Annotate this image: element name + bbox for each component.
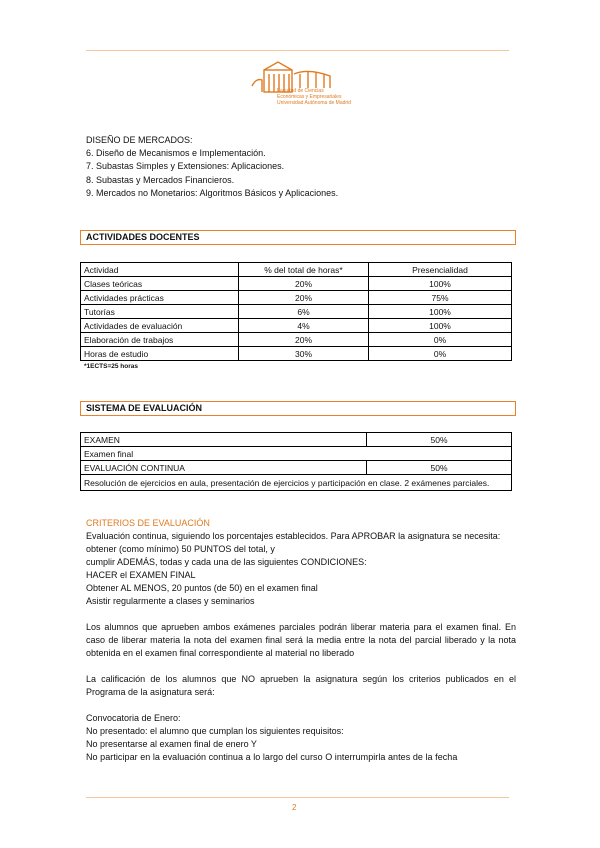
- table-cell: 20%: [239, 333, 369, 347]
- table-header: % del total de horas*: [239, 263, 369, 277]
- table-cell: 0%: [369, 333, 512, 347]
- logo-line: Universidad Autónoma de Madrid: [277, 100, 351, 106]
- table-row: [81, 447, 512, 461]
- table-header: Actividad: [81, 263, 239, 277]
- table-cell: 75%: [369, 291, 512, 305]
- table-row: [81, 475, 512, 491]
- convocatoria-line: No presentado: el alumno que cumplan los siguientes requisitos:: [86, 726, 344, 736]
- continuous-value: 50%: [367, 461, 512, 475]
- convocatoria-line: No participar en la evaluación continua a lo largo del curso O interrumpirla antes de la fecha: [86, 752, 458, 762]
- header-rule: [86, 50, 509, 51]
- continuous-description: Resolución de ejercicios en aula, presentación de ejercicios y participación en clase. 2 exámenes parciales.: [81, 475, 512, 491]
- table-cell: Actividades de evaluación: [81, 319, 239, 333]
- table-row: [81, 291, 512, 305]
- table-cell: Clases teóricas: [81, 277, 239, 291]
- table-header-row: [81, 263, 512, 277]
- topic-item: 6. Diseño de Mecanismos e Implementación.: [86, 148, 266, 159]
- table-cell: Actividades prácticas: [81, 291, 239, 305]
- table-cell: 20%: [239, 277, 369, 291]
- topics-heading: DISEÑO DE MERCADOS:: [86, 135, 193, 145]
- table-cell: Tutorías: [81, 305, 239, 319]
- topic-item: 8. Subastas y Mercados Financieros.: [86, 174, 235, 185]
- criteria-line: Asistir regularmente a clases y seminarios: [86, 596, 255, 606]
- final-exam-label: Examen final: [81, 447, 512, 461]
- ects-note: *1ECTS=25 horas: [84, 363, 139, 370]
- table-row: [81, 433, 512, 447]
- table-cell: 4%: [239, 319, 369, 333]
- table-cell: 6%: [239, 305, 369, 319]
- criteria-line: HACER el EXAMEN FINAL: [86, 570, 196, 580]
- evaluation-section-title: SISTEMA DE EVALUACIÓN: [80, 401, 516, 416]
- convocatoria-line: Convocatoria de Enero:: [86, 713, 181, 723]
- table-cell: 100%: [369, 277, 512, 291]
- table-row: [81, 333, 512, 347]
- footer-rule: [86, 797, 509, 798]
- criteria-line: obtener (como mínimo) 50 PUNTOS del total, y: [86, 544, 275, 554]
- activities-section-title: ACTIVIDADES DOCENTES: [80, 230, 516, 245]
- logo-line: Facultad de Ciencias: [277, 88, 324, 94]
- continuous-label: EVALUACIÓN CONTINUA: [81, 461, 367, 475]
- criteria-paragraph: La calificación de los alumnos que NO aprueben la asignatura según los criterios publicados en el Programa de la asignatura será:: [86, 674, 516, 697]
- criteria-line: cumplir ADEMÁS, todas y cada una de las siguientes CONDICIONES:: [86, 557, 367, 567]
- table-cell: Horas de estudio: [81, 347, 239, 361]
- criteria-body: [86, 530, 516, 764]
- activities-table: [80, 262, 512, 361]
- exam-label: EXAMEN: [81, 433, 367, 447]
- table-cell: Elaboración de trabajos: [81, 333, 239, 347]
- table-cell: 20%: [239, 291, 369, 305]
- criteria-intro: Evaluación continua, siguiendo los porcentajes establecidos. Para APROBAR la asignatura se necesita:: [86, 531, 501, 541]
- table-row: [81, 277, 512, 291]
- table-row: [81, 347, 512, 361]
- logo-caption: [277, 88, 351, 106]
- convocatoria-line: No presentarse al examen final de enero Y: [86, 739, 257, 749]
- criteria-title: CRITERIOS DE EVALUACIÓN: [86, 518, 210, 528]
- table-header: Presencialidad: [369, 263, 512, 277]
- page-number: 2: [292, 803, 297, 812]
- table-row: [81, 461, 512, 475]
- table-cell: 100%: [369, 319, 512, 333]
- topics-list: [86, 134, 516, 200]
- table-cell: 0%: [369, 347, 512, 361]
- topic-item: 9. Mercados no Monetarios: Algoritmos Básicos y Aplicaciones.: [86, 187, 339, 198]
- table-cell: 30%: [239, 347, 369, 361]
- exam-value: 50%: [367, 433, 512, 447]
- criteria-paragraph: Los alumnos que aprueben ambos exámenes parciales podrán liberar materia para el examen final. En caso de liberar materia la nota del examen final será la media entre la nota del parcial liberado y la nota obtenida en el examen final correspondiente al material no liberado: [86, 622, 516, 658]
- logo-line: Económicas y Empresariales: [277, 94, 342, 100]
- table-row: [81, 319, 512, 333]
- evaluation-table: [80, 432, 512, 491]
- table-row: [81, 305, 512, 319]
- table-cell: 100%: [369, 305, 512, 319]
- topic-item: 7. Subastas Simples y Extensiones: Aplicaciones.: [86, 161, 285, 172]
- criteria-line: Obtener AL MENOS, 20 puntos (de 50) en el examen final: [86, 583, 318, 593]
